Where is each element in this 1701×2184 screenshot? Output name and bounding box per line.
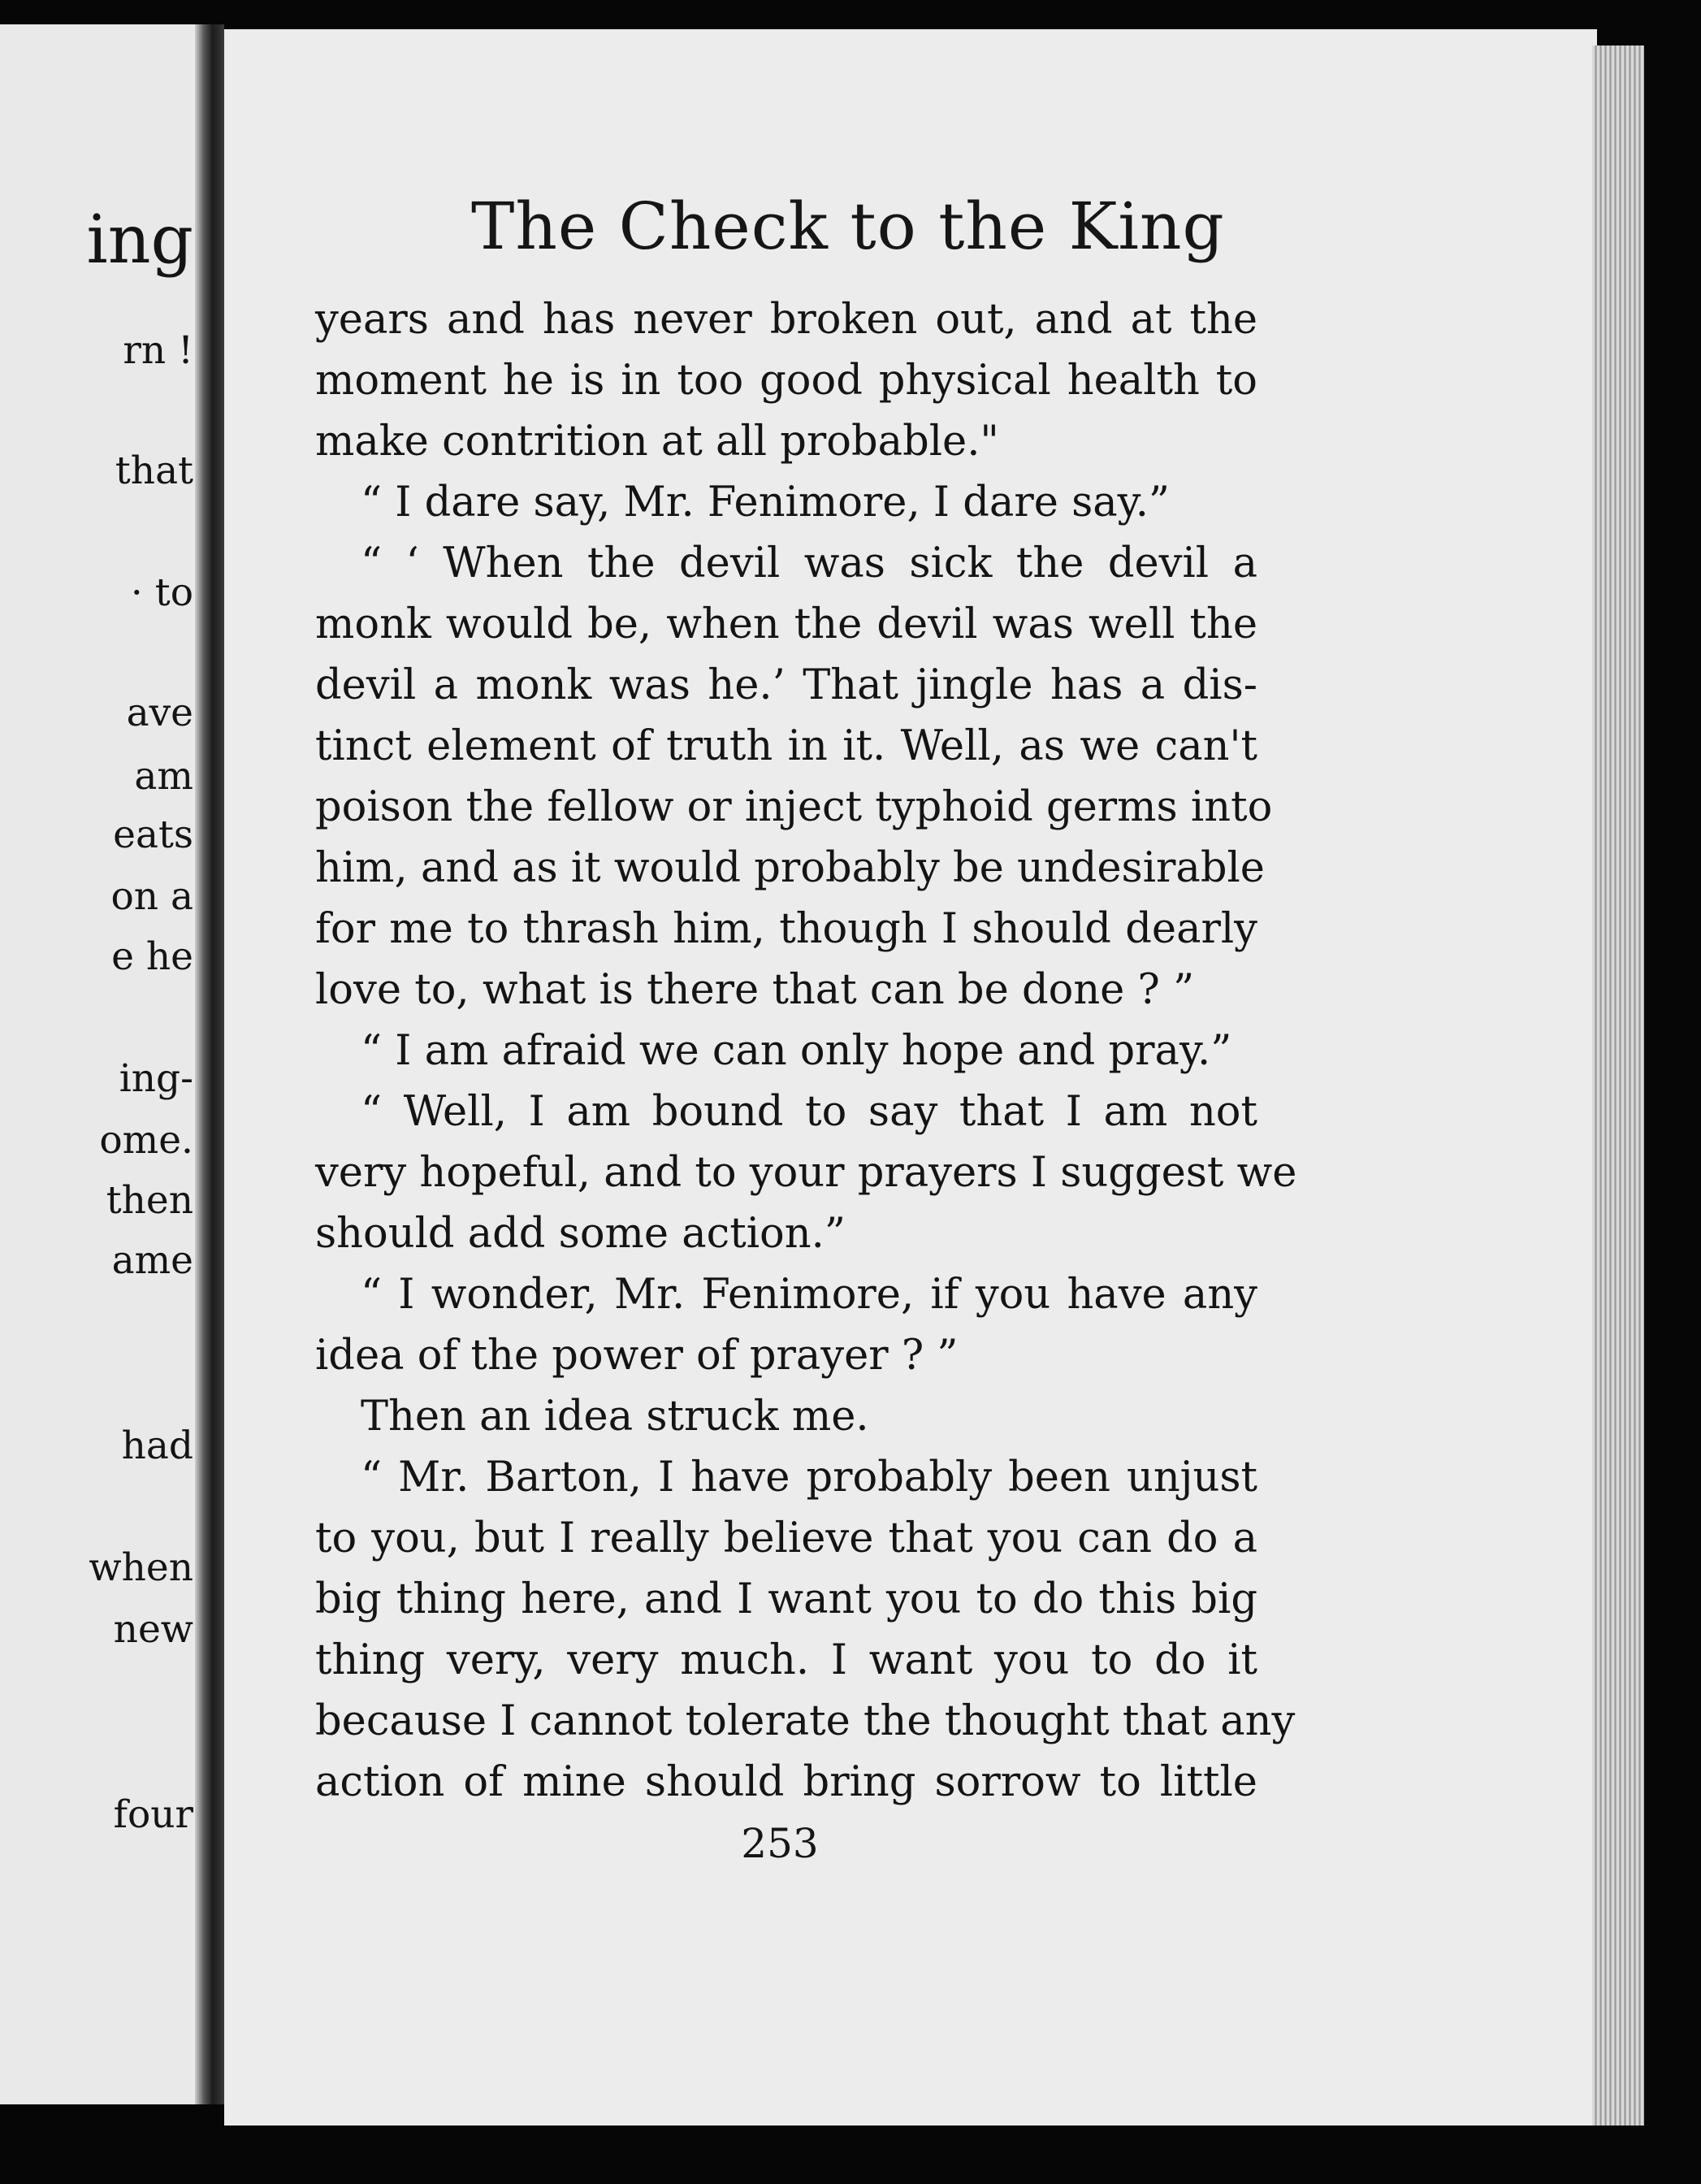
text-line: “ Mr. Barton, I have probably been unjust — [361, 1454, 1257, 1502]
left-page-line-fragment: that — [115, 448, 193, 493]
text-line: for me to thrash him, though I should dearly — [315, 905, 1257, 953]
left-page-line-fragment: had — [121, 1424, 193, 1468]
left-page-line-fragment: four — [113, 1792, 193, 1837]
text-line: thing very, very much. I want you to do it — [315, 1636, 1257, 1684]
text-line: “ ‘ When the devil was sick the devil a — [361, 540, 1257, 587]
text-line: moment he is in too good physical health to — [315, 357, 1257, 405]
text-line: because I cannot tolerate the thought that any — [315, 1697, 1296, 1745]
text-line: him, and as it would probably be undesirable — [315, 844, 1265, 892]
page-number: 253 — [741, 1820, 819, 1867]
left-page-line-fragment: then — [106, 1178, 193, 1223]
left-page-line-fragment: ave — [126, 691, 193, 735]
left-page-line-fragment: ome. — [99, 1118, 193, 1163]
left-page-line-fragment: am — [134, 754, 193, 799]
left-page-line-fragment: ame — [111, 1238, 193, 1283]
text-line: big thing here, and I want you to do this big — [315, 1575, 1257, 1623]
text-line: love to, what is there that can be done ? ” — [315, 966, 1195, 1014]
left-page-line-fragment: · to — [130, 570, 193, 615]
left-page-line-fragment: eats — [113, 812, 193, 857]
running-head: The Check to the King — [471, 188, 1225, 264]
text-line: to you, but I really believe that you can do a — [315, 1514, 1257, 1562]
text-line: idea of the power of prayer ? ” — [315, 1332, 959, 1380]
text-line: poison the fellow or inject typhoid germs into — [315, 783, 1273, 831]
left-page-line-fragment: new — [113, 1607, 193, 1652]
text-line: tinct element of truth in it. Well, as we can't — [315, 722, 1257, 770]
text-line: monk would be, when the devil was well the — [315, 600, 1257, 648]
left-page — [0, 24, 201, 2104]
left-page-line-fragment: e he — [111, 934, 193, 979]
text-line: years and has never broken out, and at the — [315, 296, 1257, 344]
text-line: “ Well, I am bound to say that I am not — [361, 1088, 1257, 1136]
text-line: should add some action.” — [315, 1210, 846, 1258]
text-line: Then an idea struck me. — [361, 1393, 869, 1441]
text-line: “ I dare say, Mr. Fenimore, I dare say.” — [361, 479, 1170, 526]
body-text — [315, 289, 1297, 1813]
text-line: “ I am afraid we can only hope and pray.” — [361, 1027, 1232, 1075]
left-page-line-fragment: ing- — [119, 1056, 193, 1101]
text-line: action of mine should bring sorrow to little — [315, 1758, 1257, 1806]
left-page-line-fragment: when — [89, 1545, 193, 1590]
text-line: devil a monk was he.’ That jingle has a dis- — [315, 661, 1257, 709]
left-page-running-head-fragment: ing — [86, 202, 193, 279]
text-line: very hopeful, and to your prayers I suggest we — [315, 1149, 1297, 1197]
text-line: make contrition at all probable." — [315, 418, 999, 466]
page-block-edge — [1592, 46, 1644, 2126]
text-line: “ I wonder, Mr. Fenimore, if you have any — [361, 1271, 1257, 1319]
left-page-line-fragment: rn ! — [123, 328, 193, 373]
book-gutter — [195, 24, 224, 2104]
left-page-line-fragment: on a — [110, 874, 193, 919]
